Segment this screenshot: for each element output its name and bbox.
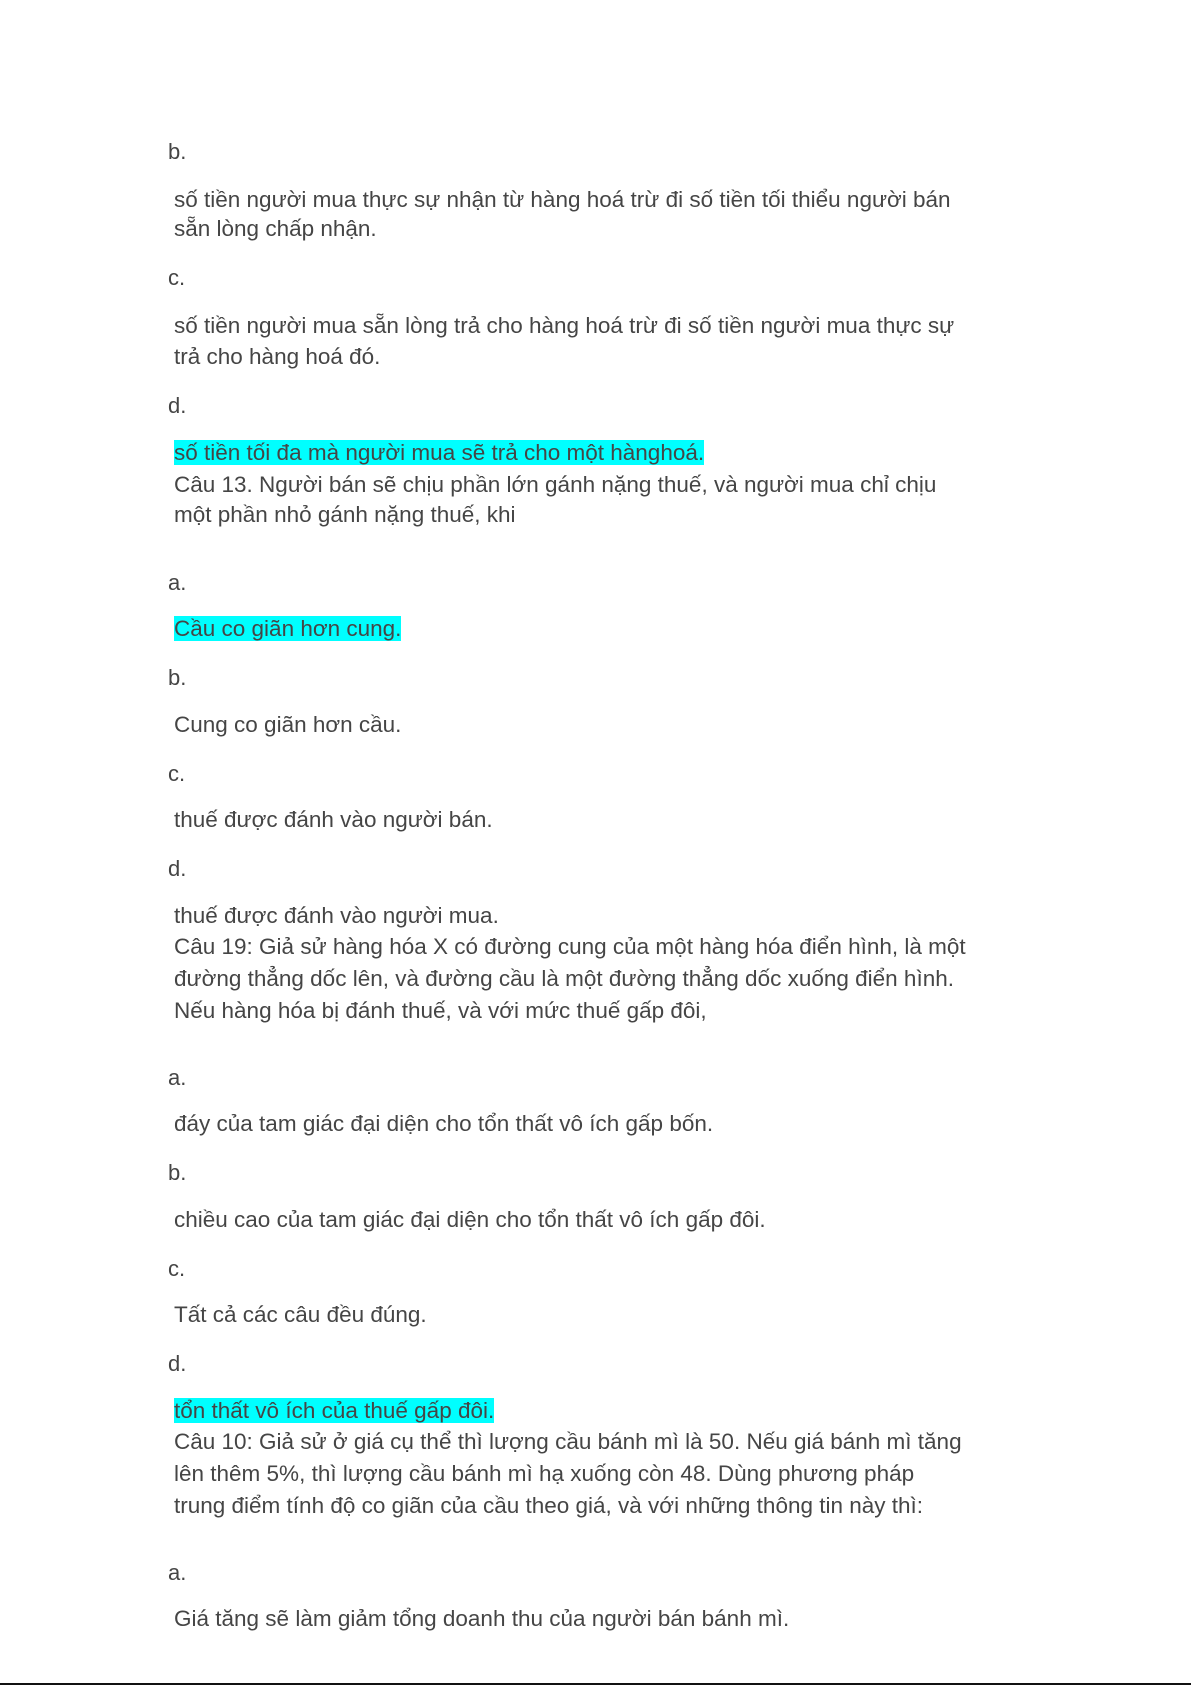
- question-text: một phần nhỏ gánh nặng thuế, khi: [174, 502, 516, 527]
- option-text: Cung co giãn hơn cầu.: [174, 712, 402, 737]
- question-text: Câu 10: Giả sử ở giá cụ thể thì lượng cầu bánh mì là 50. Nếu giá bánh mì tăng: [174, 1429, 962, 1454]
- option-text: thuế được đánh vào người bán.: [174, 807, 493, 832]
- question-text: đường thẳng dốc lên, và đường cầu là một đường thẳng dốc xuống điển hình.: [174, 966, 954, 991]
- question-text: lên thêm 5%, thì lượng cầu bánh mì hạ xuống còn 48. Dùng phương pháp: [174, 1461, 915, 1486]
- option-text: sẵn lòng chấp nhận.: [174, 216, 377, 241]
- question-text: trung điểm tính độ co giãn của cầu theo giá, và với những thông tin này thì:: [174, 1493, 924, 1518]
- option-label: a.: [168, 1065, 187, 1090]
- answer-text: [174, 438, 704, 468]
- question-text: Câu 19: Giả sử hàng hóa X có đường cung của một hàng hóa điển hình, là một: [174, 934, 966, 959]
- option-label: b.: [168, 665, 187, 690]
- option-label: a.: [168, 1560, 187, 1585]
- option-label: c.: [168, 265, 186, 290]
- option-label: b.: [168, 1160, 187, 1185]
- option-label: d.: [168, 856, 187, 881]
- option-label: d.: [168, 393, 187, 418]
- option-label: c.: [168, 1256, 186, 1281]
- answer-text: [174, 614, 401, 644]
- option-text: Giá tăng sẽ làm giảm tổng doanh thu của người bán bánh mì.: [174, 1606, 790, 1631]
- option-label: d.: [168, 1351, 187, 1376]
- option-text: trả cho hàng hoá đó.: [174, 344, 381, 369]
- option-label: b.: [168, 139, 187, 164]
- option-text: số tiền người mua sẵn lòng trả cho hàng hoá trừ đi số tiền người mua thực sự: [174, 313, 955, 338]
- option-text: số tiền người mua thực sự nhận từ hàng hoá trừ đi số tiền tối thiểu người bán: [174, 187, 951, 212]
- answer-highlight: số tiền tối đa mà người mua sẽ trả cho một hànghoá.: [174, 440, 705, 465]
- option-text: thuế được đánh vào người mua.: [174, 903, 499, 928]
- question-text: Nếu hàng hóa bị đánh thuế, và với mức thuế gấp đôi,: [174, 998, 707, 1023]
- option-label: a.: [168, 570, 187, 595]
- option-text: đáy của tam giác đại diện cho tổn thất vô ích gấp bốn.: [174, 1111, 714, 1136]
- answer-text: [174, 1396, 494, 1426]
- option-label: c.: [168, 761, 186, 786]
- option-text: chiều cao của tam giác đại diện cho tổn thất vô ích gấp đôi.: [174, 1207, 766, 1232]
- option-text: Tất cả các câu đều đúng.: [174, 1302, 427, 1327]
- answer-highlight: tổn thất vô ích của thuế gấp đôi.: [174, 1398, 495, 1423]
- answer-highlight: Cầu co giãn hơn cung.: [174, 616, 402, 641]
- question-text: Câu 13. Người bán sẽ chịu phần lớn gánh nặng thuế, và người mua chỉ chịu: [174, 472, 937, 497]
